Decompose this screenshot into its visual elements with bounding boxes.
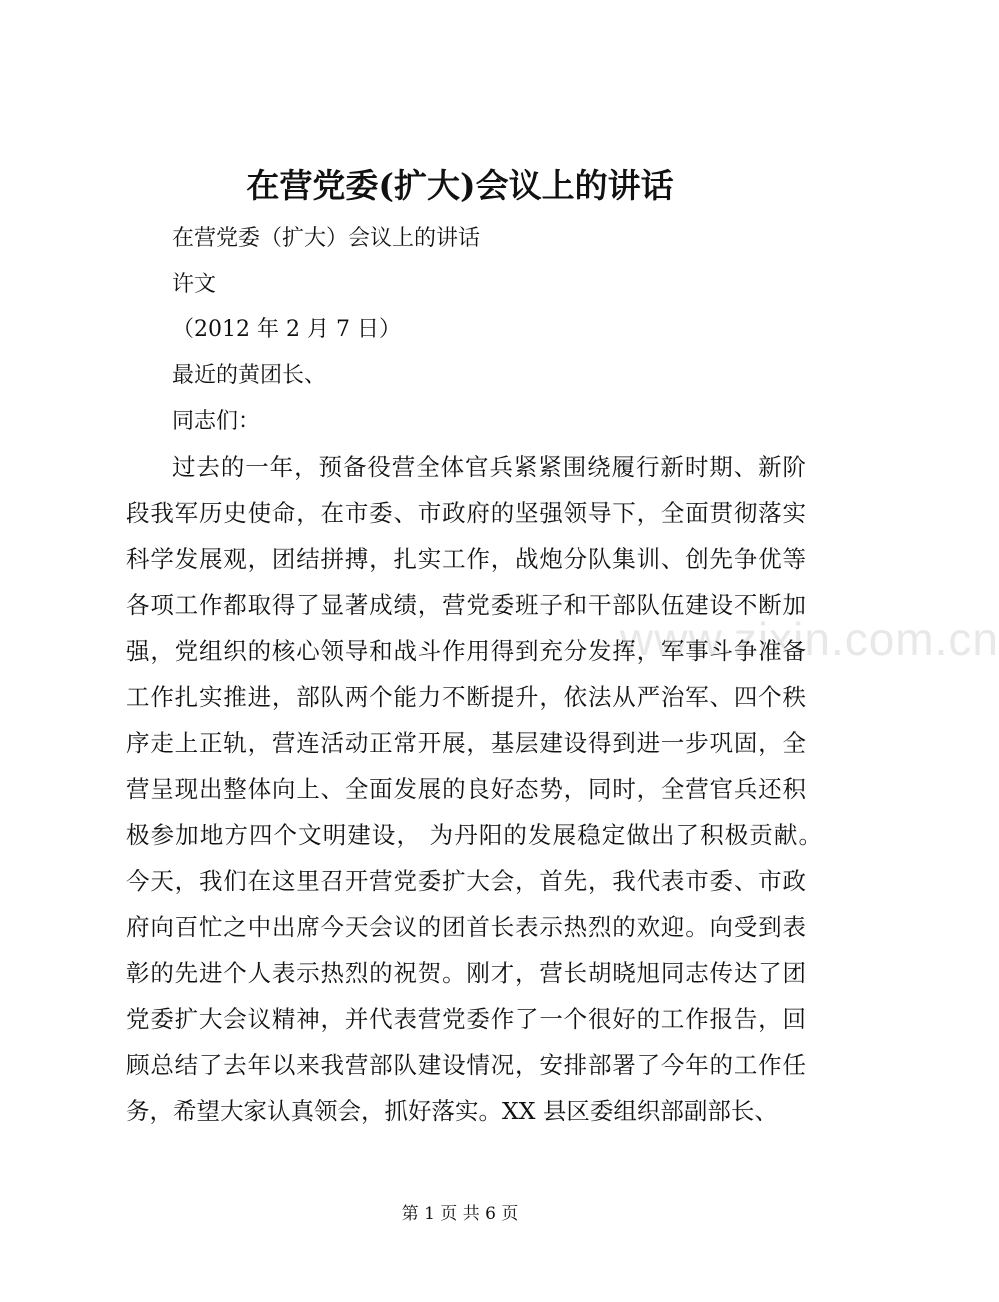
- body-line: 营呈现出整体向上、全面发展的良好态势，同时，全营官兵还积: [126, 775, 806, 803]
- document-title: 在营党委(扩大)会议上的讲话: [246, 166, 674, 205]
- body-line: 彰的先进个人表示热烈的祝贺。刚才，营长胡晓旭同志传达了团: [126, 959, 806, 987]
- body-line: 过去的一年，预备役营全体官兵紧紧围绕履行新时期、新阶: [172, 453, 806, 481]
- body-line: 段我军历史使命，在市委、市政府的坚强领导下，全面贯彻落实: [126, 499, 806, 527]
- document-author: 许文: [172, 272, 217, 297]
- body-line: 极参加地方四个文明建设， 为丹阳的发展稳定做出了积极贡献。: [126, 821, 822, 849]
- salutation-line-2: 同志们：: [172, 409, 261, 434]
- body-line: 顾总结了去年以来我营部队建设情况，安排部署了今年的工作任: [126, 1051, 806, 1079]
- salutation-line-1: 最近的黄团长、: [172, 363, 327, 388]
- body-line: 各项工作都取得了显著成绩，营党委班子和干部队伍建设不断加: [126, 591, 806, 619]
- body-line: 今天，我们在这里召开营党委扩大会，首先，我代表市委、市政: [126, 867, 806, 895]
- watermark: www.zixin.com.cn: [620, 613, 999, 665]
- body-line: 党委扩大会议精神，并代表营党委作了一个很好的工作报告，回: [126, 1005, 806, 1033]
- document-subtitle: 在营党委（扩大）会议上的讲话: [172, 226, 481, 251]
- page-footer: 第 1 页 共 6 页: [401, 1204, 519, 1224]
- body-line: 序走上正轨，营连活动正常开展，基层建设得到进一步巩固，全: [126, 729, 806, 757]
- body-line: 科学发展观，团结拼搏，扎实工作，战炮分队集训、创先争优等: [126, 545, 806, 573]
- body-line: 务，希望大家认真领会，抓好落实。XX 县区委组织部副部长、: [126, 1097, 778, 1125]
- document-date: （2012 年 2 月 7 日）: [172, 317, 401, 342]
- body-line: 工作扎实推进，部队两个能力不断提升，依法从严治军、四个秩: [126, 683, 806, 711]
- body-line: 强，党组织的核心领导和战斗作用得到充分发挥，军事斗争准备: [126, 637, 806, 665]
- body-line: 府向百忙之中出席今天会议的团首长表示热烈的欢迎。向受到表: [126, 913, 806, 941]
